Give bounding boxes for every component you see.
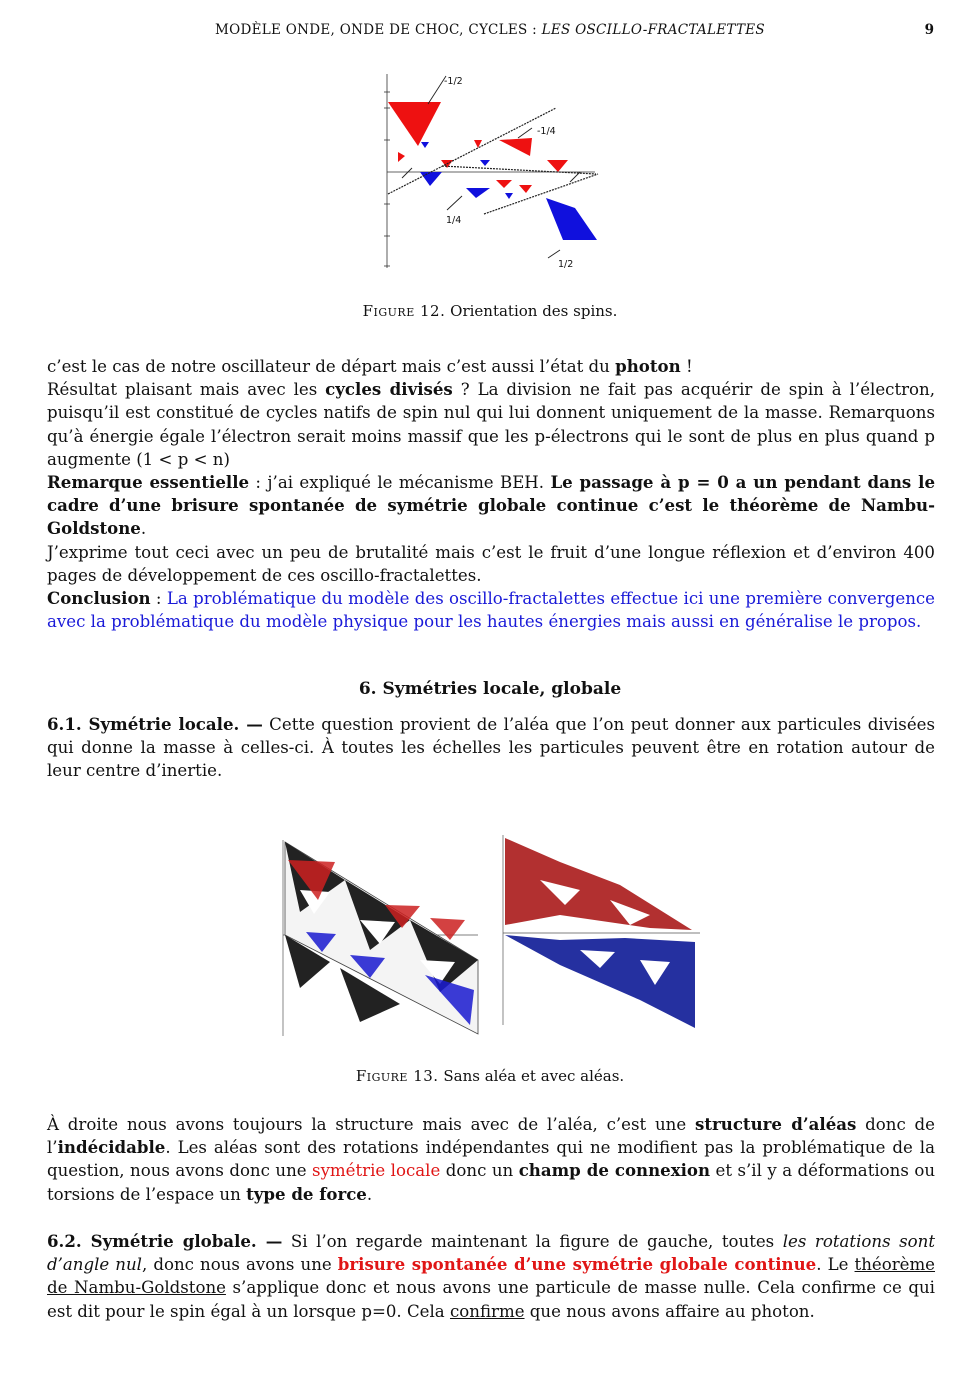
subsection-6-1: 6.1. Symétrie locale. — Cette question provient de l’aléa que l’on peut donner aux particules divisées qui donne la masse à celles-ci. À toutes les échelles les particules peuvent être en rotation autour de leur centre d’inertie. xyxy=(47,714,935,781)
running-title: MODÈLE ONDE, ONDE DE CHOC, CYCLES : LES OSCILLO-FRACTALETTES xyxy=(215,22,765,38)
paragraph-photon: c’est le cas de notre oscillateur de départ mais c’est aussi l’état du photon ! xyxy=(47,356,693,376)
paragraph-conclusion: Conclusion : La problématique du modèle des oscillo-fractalettes effectue ici une première convergence avec la problématique du modèle physique pour les hautes énergies mais aussi en généralise le propos. xyxy=(47,588,935,632)
body-text-block-1 xyxy=(47,355,935,633)
running-head xyxy=(0,22,980,42)
figure-13-left-no-randomness xyxy=(275,835,485,1040)
figure-13-caption: Figure 13. Sans aléa et avec aléas. xyxy=(355,1067,625,1085)
paragraph-aleas: À droite nous avons toujours la structure mais avec de l’aléa, c’est une structure d’aléas donc de l’indécidable. Les aléas sont des rotations indépendantes qui ne modifient pas la problématique de la question, nous avons donc une symétrie locale donc un champ de connexion et s’il y a déformations ou torsions de l’espace un type de force. xyxy=(47,1114,936,1204)
section-6-title: 6. Symétries locale, globale xyxy=(358,679,622,699)
figure-13-right-with-randomness xyxy=(498,830,703,1030)
paragraph-remarque: Remarque essentielle : j’ai expliqué le mécanisme BEH. Le passage à p = 0 a un pendant dans le cadre d’une brisure spontanée de symétrie globale continue c’est le théorème de Nambu-Goldstone. xyxy=(47,472,935,539)
page-number: 9 xyxy=(924,22,934,38)
figure-12-caption: Figure 12. Orientation des spins. xyxy=(362,302,618,320)
paragraph-brutalite: J’exprime tout ceci avec un peu de brutalité mais c’est le fruit d’une longue réflexion et d’environ 400 pages de développement de ces oscillo-fractalettes. xyxy=(47,542,935,585)
label-pos-half: 1/2 xyxy=(558,259,574,270)
figure-12-spin-orientation xyxy=(370,66,610,276)
subsection-6-2: 6.2. Symétrie globale. — Si l’on regarde maintenant la figure de gauche, toutes les rotations sont d’angle nul, donc nous avons une brisure spontanée d’une symétrie globale continue. Le théorème de Nambu-Goldstone s’applique donc et nous avons une particule de masse nulle. Cela confirme ce qui est dit pour le spin égal à un lorsque p=0. Cela confirme que nous avons affaire au photon. xyxy=(47,1231,936,1321)
paragraph-cycles: Résultat plaisant mais avec les cycles divisés ? La division ne fait pas acquérir de spin à l’électron, puisqu’il est constitué de cycles natifs de spin nul qui lui donnent uniquement de la masse. Remarquons qu’à énergie égale l’électron serait moins massif que les p-électrons qui le sont de plus en plus quand p augmente (1 < p < n) xyxy=(47,379,936,469)
label-neg-half: -1/2 xyxy=(444,76,463,87)
label-neg-quarter: -1/4 xyxy=(537,126,556,137)
label-pos-quarter: 1/4 xyxy=(446,215,462,226)
